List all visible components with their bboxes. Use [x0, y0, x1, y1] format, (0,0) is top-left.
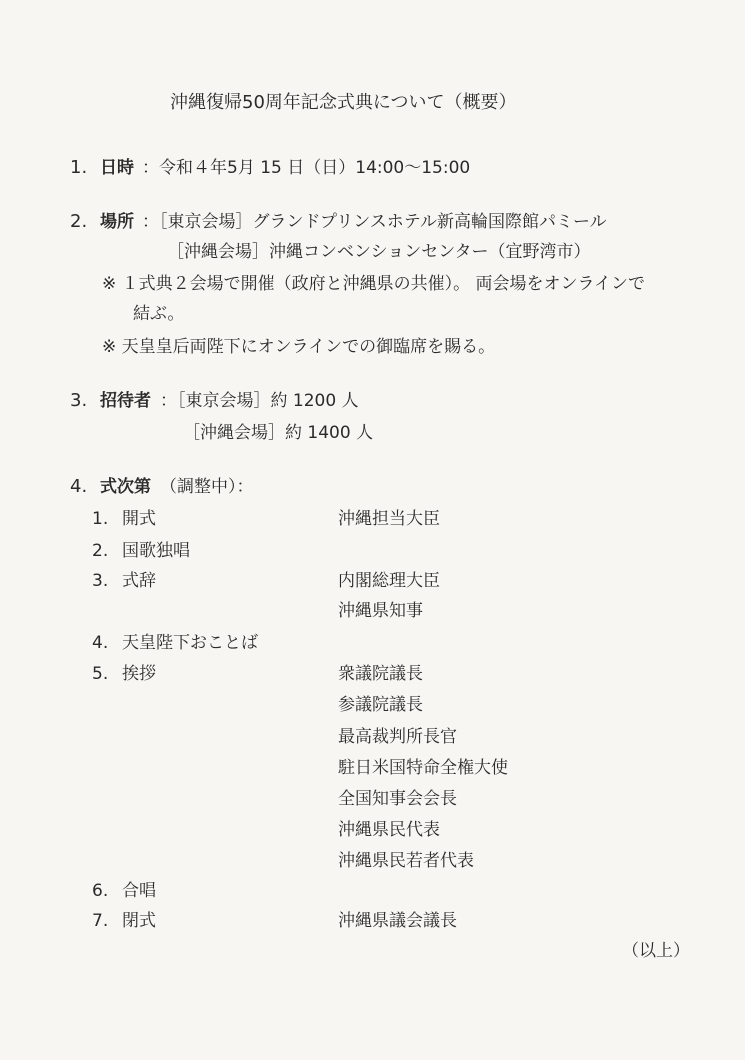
section-1-number: 1. [70, 157, 88, 178]
venue-note-1: ※ １式典２会場で開催（政府と沖縄県の共催）。 両会場をオンラインで [102, 274, 646, 294]
program-item-name: 挨拶 [122, 664, 156, 684]
program-person: 最高裁判所長官 [338, 727, 457, 747]
program-item-number: 5. [92, 664, 109, 684]
program-item-name: 合唱 [122, 881, 156, 901]
program-item-name: 天皇陛下おことば [122, 633, 258, 653]
section-2-label: 場所 [100, 212, 134, 232]
section-3-label: 招待者 [100, 391, 151, 411]
program-item-name: 開式 [122, 509, 156, 529]
program-person: 沖縄県民代表 [338, 820, 440, 840]
program-person: 沖縄県民若者代表 [338, 851, 474, 871]
section-4-suffix: （調整中）： [160, 477, 254, 497]
program-person: 沖縄担当大臣 [338, 509, 440, 529]
venue-tokyo: ：［東京会場］グランドプリンスホテル新高輪国際館パミール [142, 212, 607, 232]
section-3-number: 3. [70, 390, 88, 411]
section-4-number: 4. [70, 476, 88, 497]
section-2-number: 2. [70, 211, 88, 232]
venue-note-2: ※ 天皇皇后両陛下にオンラインでの御臨席を賜る。 [102, 337, 496, 357]
section-1-value: ：令和４年5月 15 日（日）14:00～15:00 [142, 158, 471, 178]
program-item-number: 4. [92, 633, 109, 653]
program-item-number: 1. [92, 509, 109, 529]
program-item-name: 式辞 [122, 571, 156, 591]
closing-mark: （以上） [622, 941, 690, 961]
venue-note-1-cont: 結ぶ。 [133, 304, 185, 324]
program-person: 衆議院議長 [338, 664, 423, 684]
program-person: 駐日米国特命全権大使 [338, 758, 508, 778]
program-item-name: 閉式 [122, 911, 156, 931]
invitees-tokyo: ：［東京会場］約 1200 人 [160, 391, 359, 411]
program-item-number: 3. [92, 571, 109, 591]
section-1-label: 日時 [100, 158, 134, 178]
section-4-label: 式次第 [100, 477, 151, 497]
program-person: 内閣総理大臣 [338, 571, 440, 591]
venue-okinawa: ［沖縄会場］沖縄コンベンションセンター（宜野湾市） [167, 242, 591, 262]
program-person: 沖縄県知事 [338, 601, 423, 621]
invitees-okinawa: ［沖縄会場］約 1400 人 [183, 423, 374, 443]
program-item-number: 2. [92, 541, 109, 561]
program-item-number: 6. [92, 881, 109, 901]
program-person: 参議院議長 [338, 695, 423, 715]
program-item-number: 7. [92, 911, 109, 931]
program-person: 沖縄県議会議長 [338, 911, 457, 931]
program-item-name: 国歌独唱 [122, 541, 190, 561]
program-person: 全国知事会会長 [338, 789, 457, 809]
document-title: 沖縄復帰50周年記念式典について（概要） [170, 92, 517, 113]
